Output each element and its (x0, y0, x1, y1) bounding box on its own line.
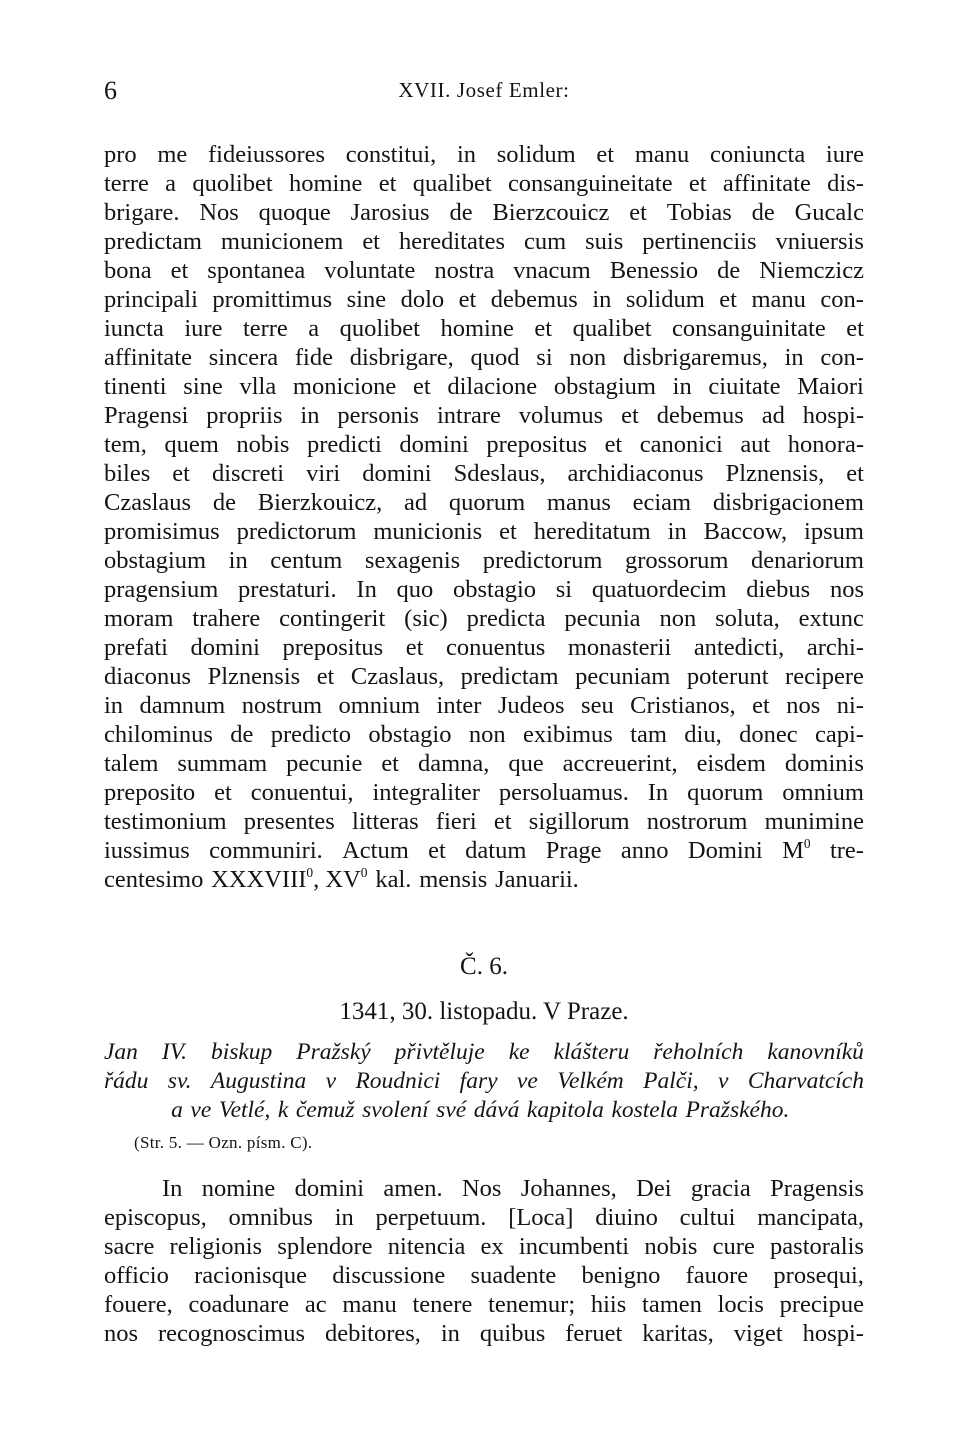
text-line: Czaslaus de Bierzkouicz, ad quorum manus eciam disbrigacionem (104, 489, 864, 516)
text-line: prefati domini prepositus et conuentus monasterii antedicti, archi- (104, 634, 864, 661)
text-line: testimonium presentes litteras fieri et sigillorum nostrorum munimine (104, 808, 864, 835)
text-line: iussimus communiri. Actum et datum Prage anno Domini $M^0$ tre- (104, 836, 864, 864)
paragraph-2 (104, 1174, 864, 1348)
text-line: promisimus predictorum municionis et hereditatum in Baccow, ipsum (104, 518, 864, 545)
text-line: in damnum nostrum omnium inter Judeos seu Cristianos, et nos ni- (104, 692, 864, 719)
text-line: pragensium prestaturi. In quo obstagio si quatuordecim diebus nos (104, 576, 864, 603)
text-line: predictam municionem et hereditates cum suis pertinenciis vniuersis (104, 228, 864, 255)
text-line: Pragensi propriis in personis intrare volumus et debemus ad hospi- (104, 402, 864, 429)
document-number: Č. 6. (460, 953, 508, 980)
text-line: iuncta iure terre a quolibet homine et qualibet consanguinitate et (104, 315, 864, 342)
text-line: affinitate sincera fide disbrigare, quod si non disbrigaremus, in con- (104, 344, 864, 371)
text-line: fouere, coadunare ac manu tenere tenemur; hiis tamen locis precipue (104, 1291, 864, 1318)
text-line: sacre religionis splendore nitencia ex incumbenti nobis cure pastoralis (104, 1233, 864, 1260)
text-line: diaconus Plznensis et Czaslaus, predictam pecuniam poterunt recipere (104, 663, 864, 690)
text-line: biles et discreti viri domini Sdeslaus, archidiaconus Plznensis, et (104, 460, 864, 487)
text-line: tem, quem nobis predicti domini prepositus et canonici aut honora- (104, 431, 864, 458)
text-line: nos recognoscimus debitores, in quibus feruet karitas, viget hospi- (104, 1320, 864, 1347)
page-number: 6 (104, 76, 117, 105)
running-title: XVII. Josef Emler: (398, 78, 570, 102)
text-line: officio racionisque discussione suadente benigno fauore prosequi, (104, 1262, 864, 1289)
source-note: (Str. 5. — Ozn. písm. C). (134, 1133, 313, 1152)
document-date: 1341, 30. listopadu. V Praze. (339, 998, 629, 1025)
text-line: řádu sv. Augustina v Roudnici fary ve Velkém Palči, v Charvatcích (104, 1068, 864, 1094)
text-line: In nomine domini amen. Nos Johannes, Dei gracia Pragensis (162, 1175, 864, 1202)
document-summary (104, 1038, 864, 1125)
paragraph-1 (104, 140, 864, 894)
text-line: brigare. Nos quoque Jarosius de Bierzcouicz et Tobias de Gucalc (104, 199, 864, 226)
text-line: Jan IV. biskup Pražský přivtěluje ke klášteru řeholních kanovníků (104, 1039, 864, 1065)
text-line: obstagium in centum sexagenis predictorum grossorum denariorum (104, 547, 864, 574)
text-line: pro me fideiussores constitui, in solidum et manu coniuncta iure (104, 141, 864, 168)
text-line: tinenti sine vlla monicione et dilacione obstagium in ciuitate Maiori (104, 373, 864, 400)
text-line: episcopus, omnibus in perpetuum. [Loca] diuino cultui mancipata, (104, 1204, 864, 1231)
text-line: moram trahere contingerit (sic) predicta pecunia non soluta, extunc (104, 605, 864, 632)
text-line: preposito et conuentui, integraliter persoluamus. In quorum omnium (104, 779, 864, 806)
text-line: a ve Vetlé, k čemuž svolení své dává kapitola kostela Pražského. (171, 1097, 790, 1123)
page-header (104, 76, 864, 108)
text-line: terre a quolibet homine et qualibet consanguineitate et affinitate dis- (104, 170, 864, 197)
text-line: bona et spontanea voluntate nostra vnacum Benessio de Niemczicz (104, 257, 864, 284)
text-line: talem summam pecunie et damna, que accreuerint, eisdem dominis (104, 750, 864, 777)
text-line: principali promittimus sine dolo et debemus in solidum et manu con- (104, 286, 864, 313)
text-line: chilominus de predicto obstagio non exibimus tam diu, donec capi- (104, 721, 864, 748)
text-line: centesimo XXXVIII$^0$, $XV^0$ kal. mensis Januarii. (104, 865, 579, 893)
